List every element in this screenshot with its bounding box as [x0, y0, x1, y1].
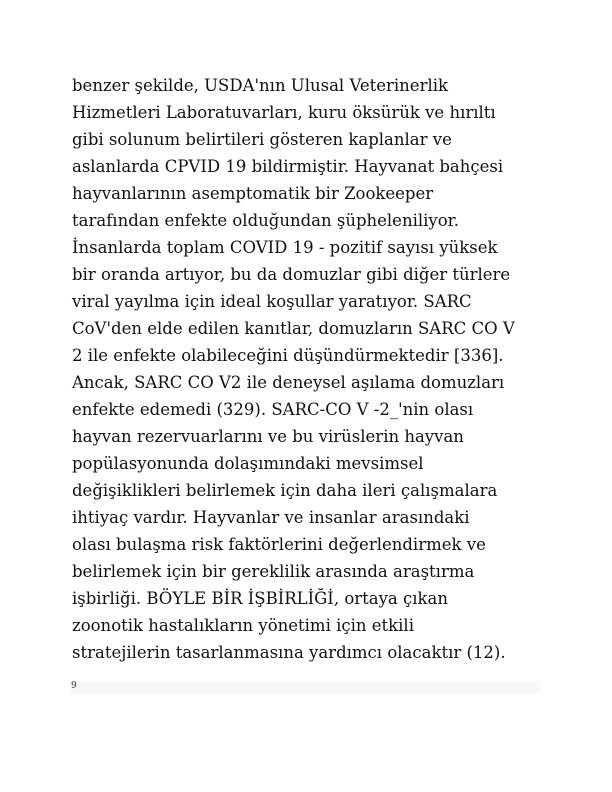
text-line: viral yayılma için ideal koşullar yaratıyor. SARC: [72, 292, 472, 311]
text-line: olası bulaşma risk faktörlerini değerlendirmek ve: [72, 535, 486, 554]
text-line: Hizmetleri Laboratuvarları, kuru öksürük ve hırıltı: [72, 103, 496, 122]
text-line: ihtiyaç vardır. Hayvanlar ve insanlar arasındaki: [72, 508, 470, 527]
text-line: zoonotik hastalıkların yönetimi için etkili: [72, 616, 414, 635]
text-line: bir oranda artıyor, bu da domuzlar gibi diğer türlere: [72, 265, 511, 284]
text-line: işbirliği. BÖYLE BİR İŞBİRLİĞİ, ortaya çıkan: [72, 589, 448, 608]
text-line: stratejilerin tasarlanmasına yardımcı olacaktır (12).: [72, 643, 506, 662]
text-line: İnsanlarda toplam COVID 19 - pozitif sayısı yüksek: [72, 238, 498, 257]
text-line: hayvanlarının asemptomatik bir Zookeeper: [72, 184, 434, 203]
text-line: belirlemek için bir gereklilik arasında araştırma: [72, 562, 475, 581]
footer-mark: 9: [71, 681, 77, 691]
body-paragraph: [72, 72, 542, 666]
text-line: Ancak, SARC CO V2 ile deneysel aşılama domuzları: [72, 373, 505, 392]
text-line: popülasyonunda dolaşımındaki mevsimsel: [72, 454, 424, 473]
text-line: benzer şekilde, USDA'nın Ulusal Veterinerlik: [72, 76, 449, 95]
footer-strip: [70, 681, 540, 694]
text-line: gibi solunum belirtileri gösteren kaplanlar ve: [72, 130, 452, 149]
text-line: 2 ile enfekte olabileceğini düşündürmektedir [336].: [72, 346, 504, 365]
text-line: hayvan rezervuarlarını ve bu virüslerin hayvan: [72, 427, 464, 446]
text-line: tarafından enfekte olduğundan şüpheleniliyor.: [72, 211, 459, 230]
text-line: aslanlarda CPVID 19 bildirmiştir. Hayvanat bahçesi: [72, 157, 504, 176]
text-line: CoV'den elde edilen kanıtlar, domuzların SARC CO V: [72, 319, 515, 338]
text-line: değişiklikleri belirlemek için daha ileri çalışmalara: [72, 481, 498, 500]
text-line: enfekte edemedi (329). SARC-CO V -2_'nin olası: [72, 400, 474, 419]
